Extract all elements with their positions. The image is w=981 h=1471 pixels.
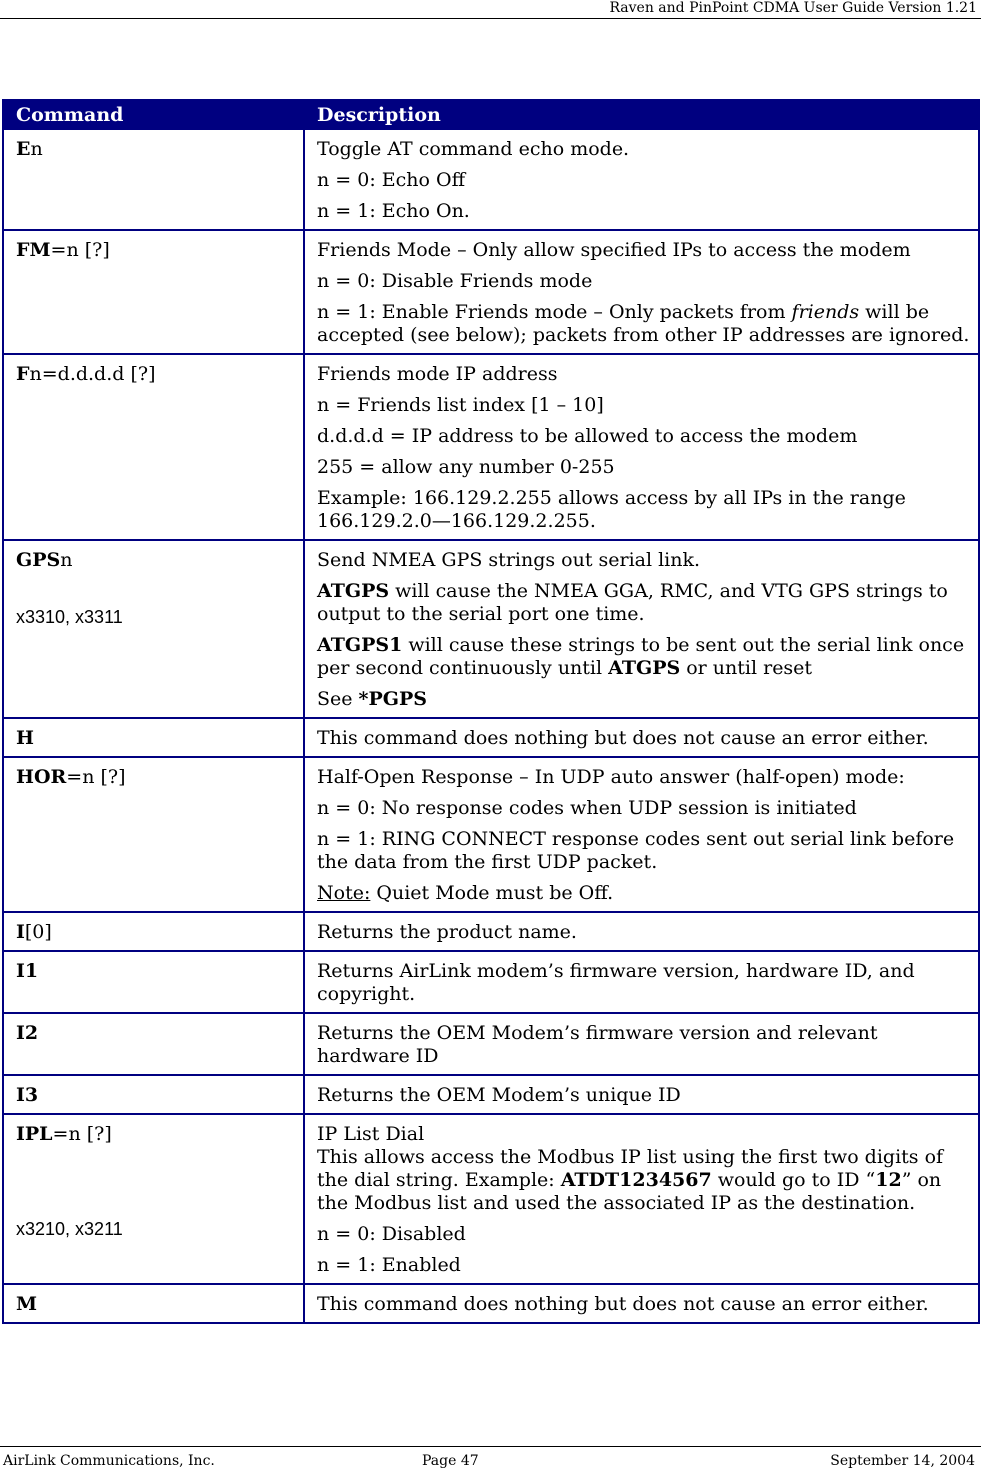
page-header — [0, 0, 981, 19]
page-footer — [0, 1446, 981, 1471]
command-table — [2, 99, 980, 1324]
command-cell: I1 — [3, 951, 304, 1013]
footer-page-number: Page 47 — [422, 1453, 479, 1469]
table-row — [3, 951, 979, 1013]
column-header-description: Description — [304, 100, 979, 129]
table-row — [3, 230, 979, 354]
table-row — [3, 718, 979, 757]
command-cell: I[0] — [3, 912, 304, 951]
description-cell: This command does nothing but does not cause an error either. — [304, 718, 979, 757]
register-list: x3310, x3311 — [16, 607, 123, 627]
command-cell: Fn=d.d.d.d [?] — [3, 354, 304, 540]
description-cell: Returns the product name. — [304, 912, 979, 951]
description-cell: Half-Open Response – In UDP auto answer (half-open) mode: n = 0: No response codes when UDP session is initiated n = 1: RING CONNECT response codes sent out serial link before the data from the first UDP packet. Note: Quiet Mode must be Off. — [304, 757, 979, 912]
register-list: x3210, x3211 — [16, 1219, 123, 1239]
command-cell: I2 — [3, 1013, 304, 1075]
table-row — [3, 912, 979, 951]
table-row — [3, 1284, 979, 1323]
column-header-command: Command — [3, 100, 304, 129]
footer-date: September 14, 2004 — [830, 1453, 975, 1469]
description-cell: Friends mode IP address n = Friends list index [1 – 10] d.d.d.d = IP address to be allowed to access the modem 255 = allow any number 0-255 Example: 166.129.2.255 allows access by all IPs in the range 166.129.2.0—166.129.2.255. — [304, 354, 979, 540]
footer-company: AirLink Communications, Inc. — [3, 1453, 215, 1469]
table-row — [3, 1013, 979, 1075]
command-cell: M — [3, 1284, 304, 1323]
command-cell: I3 — [3, 1075, 304, 1114]
table-row — [3, 1114, 979, 1284]
command-cell: HOR=n [?] — [3, 757, 304, 912]
description-cell: Toggle AT command echo mode. n = 0: Echo Off n = 1: Echo On. — [304, 129, 979, 230]
description-cell: Friends Mode – Only allow specified IPs to access the modem n = 0: Disable Friends mode n = 1: Enable Friends mode – Only packets from friends will be accepted (see below); packets from other IP addresses are ignored. — [304, 230, 979, 354]
table-header-row — [3, 100, 979, 129]
command-cell: FM=n [?] — [3, 230, 304, 354]
description-cell: Returns AirLink modem’s firmware version, hardware ID, and copyright. — [304, 951, 979, 1013]
command-cell: En — [3, 129, 304, 230]
description-cell: IP List Dial This allows access the Modbus IP list using the first two digits of the dial string. Example: ATDT1234567 would go to ID “12” on the Modbus list and used the associated IP as the destination. n = 0: Disabled n = 1: Enabled — [304, 1114, 979, 1284]
description-cell: This command does nothing but does not cause an error either. — [304, 1284, 979, 1323]
command-cell: IPL=n [?] x3210, x3211 — [3, 1114, 304, 1284]
header-title: Raven and PinPoint CDMA User Guide Version 1.21 — [609, 0, 977, 16]
command-cell: H — [3, 718, 304, 757]
table-row — [3, 129, 979, 230]
description-cell: Returns the OEM Modem’s unique ID — [304, 1075, 979, 1114]
description-cell: Returns the OEM Modem’s firmware version and relevant hardware ID — [304, 1013, 979, 1075]
table-row — [3, 1075, 979, 1114]
table-row — [3, 540, 979, 718]
table-row — [3, 354, 979, 540]
table-row — [3, 757, 979, 912]
description-cell: Send NMEA GPS strings out serial link. ATGPS will cause the NMEA GGA, RMC, and VTG GPS strings to output to the serial port one time. ATGPS1 will cause these strings to be sent out the serial link once per second continuously until ATGPS or until reset See *PGPS — [304, 540, 979, 718]
command-cell: GPSn x3310, x3311 — [3, 540, 304, 718]
